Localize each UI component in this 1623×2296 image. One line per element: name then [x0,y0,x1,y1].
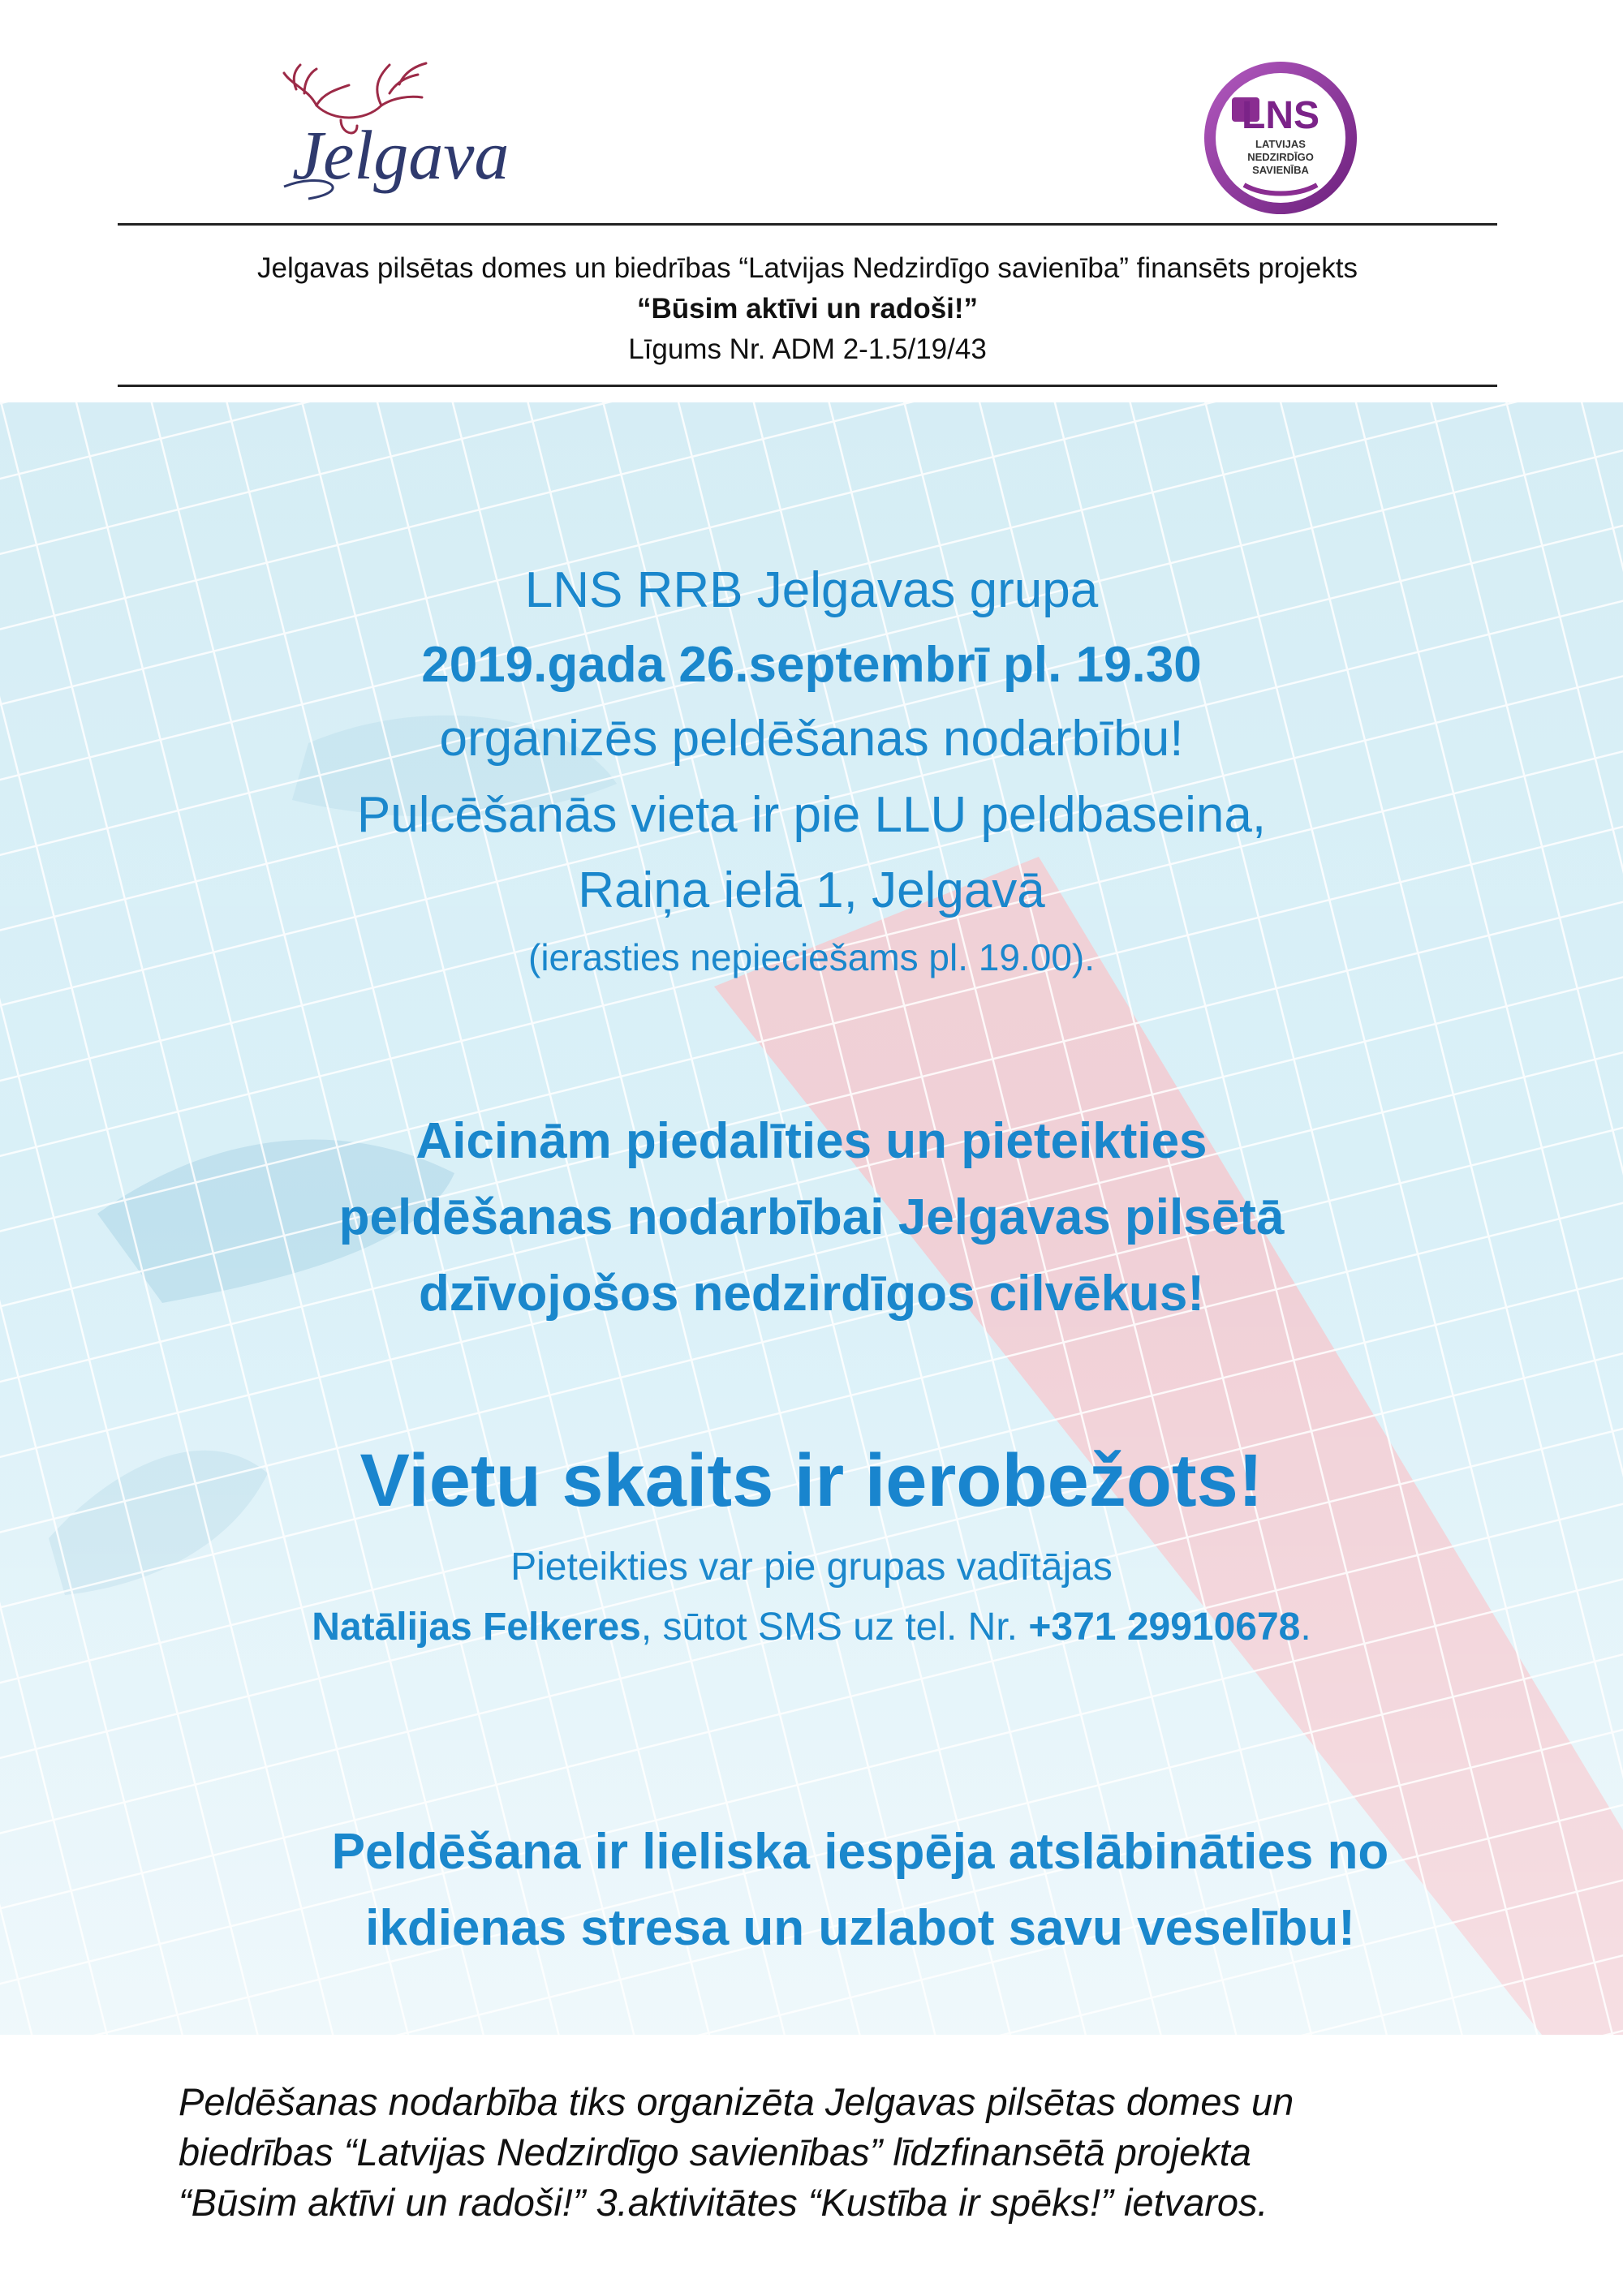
header-project-title: “Būsim aktīvi un radoši!” [636,293,979,325]
closing-message [49,1814,1623,1967]
contact-mid-text: , sūtot SMS uz tel. Nr. [640,1606,1029,1649]
contact-phone: +371 29910678 [1028,1606,1301,1649]
apply-contact [0,1602,1623,1653]
jelgava-logo-text: Jelgava [292,116,510,194]
footer-line: biedrības “Latvijas Nedzirdīgo savienības” līdzfinansētā projekta [179,2130,1251,2173]
invitation-line: dzīvojošos nedzirdīgos cilvēkus! [418,1266,1205,1322]
apply-instructions: Pieteikties var pie grupas vadītājas [510,1546,1113,1589]
lns-logo-text: LNS [1242,94,1319,137]
event-arrival-note: (ierasties nepieciešams pl. 19.00). [528,936,1095,978]
svg-text:SAVIENĪBA: SAVIENĪBA [1252,164,1309,176]
footer-line: Peldēšanas nodarbība tiks organizēta Jelgavas pilsētas domes un [179,2080,1294,2123]
invitation-block [0,1103,1623,1332]
footer-line: “Būsim aktīvi un radoši!” 3.aktivitātes “Kustība ir spēks!” ietvaros. [179,2181,1268,2224]
event-datetime: 2019.gada 26.septembrī pl. 19.30 [421,637,1202,693]
closing-line: Peldēšana ir lieliska iespēja atslābināties no [331,1824,1389,1880]
event-activity: organizēs peldēšanas nodarbību! [439,711,1184,767]
contact-name: Natālijas Felkeres [312,1606,641,1649]
invitation-line: Aicinām piedalīties un pieteikties [415,1113,1208,1169]
event-organizer: LNS RRB Jelgavas grupa [524,562,1099,618]
invitation-line: peldēšanas nodarbībai Jelgavas pilsētā [338,1189,1285,1245]
limited-places-heading: Vietu skaits ir ierobežots! [359,1439,1264,1522]
event-address: Raiņa ielā 1, Jelgavā [578,862,1045,918]
contact-end: . [1300,1606,1311,1649]
svg-text:NEDZIRDĪGO: NEDZIRDĪGO [1247,151,1314,163]
footer-note [179,2077,1493,2228]
svg-text:LATVIJAS: LATVIJAS [1255,138,1306,150]
header-contract-number: Līgums Nr. ADM 2-1.5/19/43 [628,333,987,365]
header-funding-line: Jelgavas pilsētas domes un biedrības “Latvijas Nedzirdīgo savienība” finansēts projekts [257,252,1358,284]
event-meeting-place: Pulcēšanās vieta ir pie LLU peldbaseina, [356,787,1267,843]
closing-line: ikdienas stresa un uzlabot savu veselību! [365,1900,1355,1956]
